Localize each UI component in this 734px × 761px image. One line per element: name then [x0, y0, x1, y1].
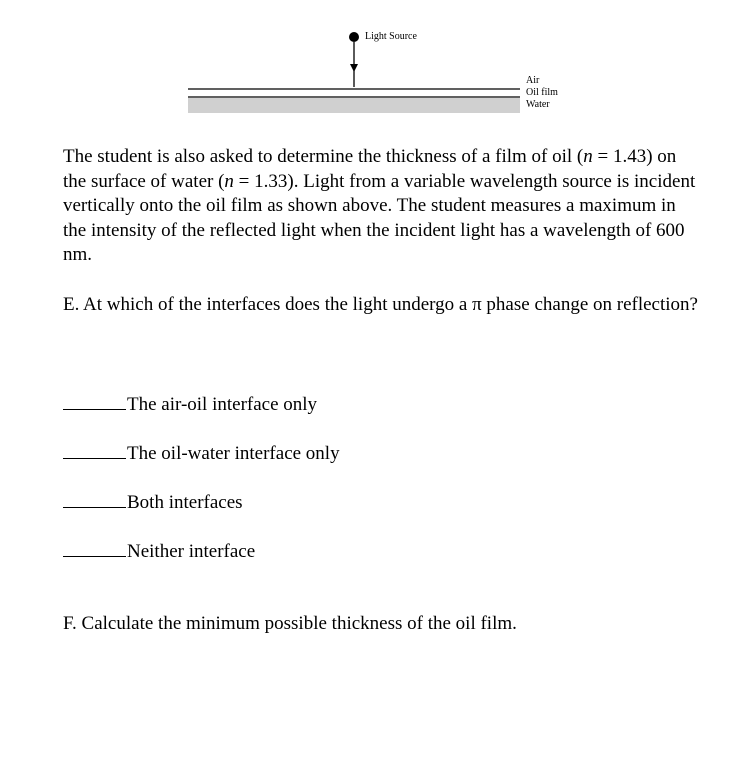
question-e: E. At which of the interfaces does the light undergo a π phase change on reflection?	[63, 294, 698, 315]
answer-blank[interactable]	[63, 538, 126, 557]
light-source-label: Light Source	[365, 31, 417, 42]
air-label: Air	[526, 75, 540, 86]
option-oil-water[interactable]	[63, 440, 340, 464]
water-region	[188, 98, 520, 113]
refractive-index-symbol: n	[583, 146, 593, 167]
problem-intro	[63, 145, 703, 268]
answer-blank[interactable]	[63, 489, 126, 508]
intro-text-2: = 1.43) on the surface of water (	[63, 146, 677, 192]
refractive-index-symbol: n	[224, 170, 234, 192]
thin-film-diagram	[0, 0, 734, 130]
option-label: The oil-water interface only	[127, 443, 340, 464]
oil-film-label: Oil film	[526, 87, 558, 98]
answer-blank[interactable]	[63, 440, 126, 459]
intro-text-3: = 1.33). Light from a variable wavelength source is incident vertically onto the oil film as shown above. The student measures a maximum in the intensity of the reflected light when the incident light has a wavelength of 600 nm.	[63, 170, 696, 265]
option-both[interactable]	[63, 489, 243, 513]
question-f: F. Calculate the minimum possible thickness of the oil film.	[63, 613, 517, 634]
option-neither[interactable]	[63, 538, 255, 562]
light-ray-arrowhead	[350, 64, 358, 72]
diagram-drawing	[0, 0, 734, 130]
light-source-dot	[349, 32, 359, 42]
option-label: Neither interface	[127, 541, 256, 562]
intro-text-1: The student is also asked to determine the thickness of a film of oil (	[63, 146, 584, 167]
option-label: The air-oil interface only	[127, 394, 318, 415]
option-label: Both interfaces	[127, 492, 243, 513]
answer-blank[interactable]	[63, 391, 126, 410]
water-label: Water	[526, 99, 550, 110]
option-air-oil[interactable]	[63, 391, 317, 415]
